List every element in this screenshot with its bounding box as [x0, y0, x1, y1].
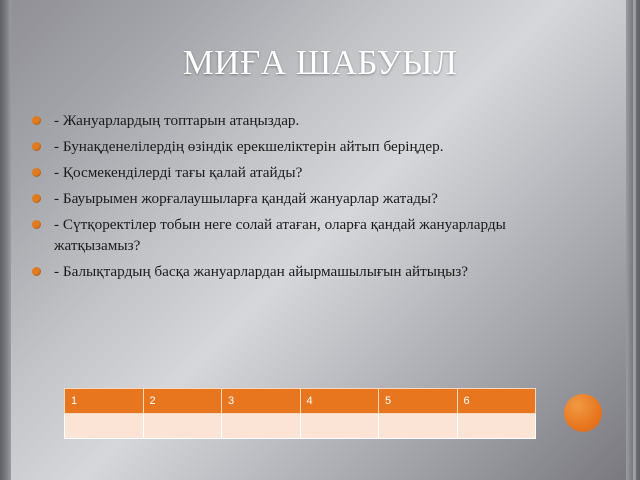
table-header-cell: 4: [300, 389, 379, 414]
table-header-cell: 6: [457, 389, 536, 414]
list-item: - Бунақденелілердің өзіндік ерекшеліктерін айтып беріңдер.: [28, 136, 548, 157]
table-header-cell: 5: [379, 389, 458, 414]
list-item: - Қосмекенділерді тағы қалай атайды?: [28, 162, 548, 183]
list-item: - Жануарлардың топтарын атаңыздар.: [28, 110, 548, 131]
list-item: - Сүтқоректілер тобын неге солай атаған, оларға қандай жануарларды жатқызамыз?: [28, 214, 548, 256]
table-cell: [300, 414, 379, 439]
table-header-cell: 1: [65, 389, 144, 414]
table-cell: [143, 414, 222, 439]
list-item: - Балықтардың басқа жануарлардан айырмашылығын айтыңыз?: [28, 261, 548, 282]
question-list: [28, 110, 548, 287]
page-title: МИҒА ШАБУЫЛ: [182, 43, 458, 82]
table-header-row: [65, 389, 536, 414]
list-item: - Бауырымен жорғалаушыларға қандай жануарлар жатады?: [28, 188, 548, 209]
circle-decoration-icon: [564, 394, 602, 432]
table-cell: [457, 414, 536, 439]
table-header-cell: 2: [143, 389, 222, 414]
answers-table-wrapper: [64, 388, 536, 439]
table-cell: [222, 414, 301, 439]
table-row: [65, 414, 536, 439]
table-cell: [379, 414, 458, 439]
table-header-cell: 3: [222, 389, 301, 414]
table-cell: [65, 414, 144, 439]
answers-table: [64, 388, 536, 439]
